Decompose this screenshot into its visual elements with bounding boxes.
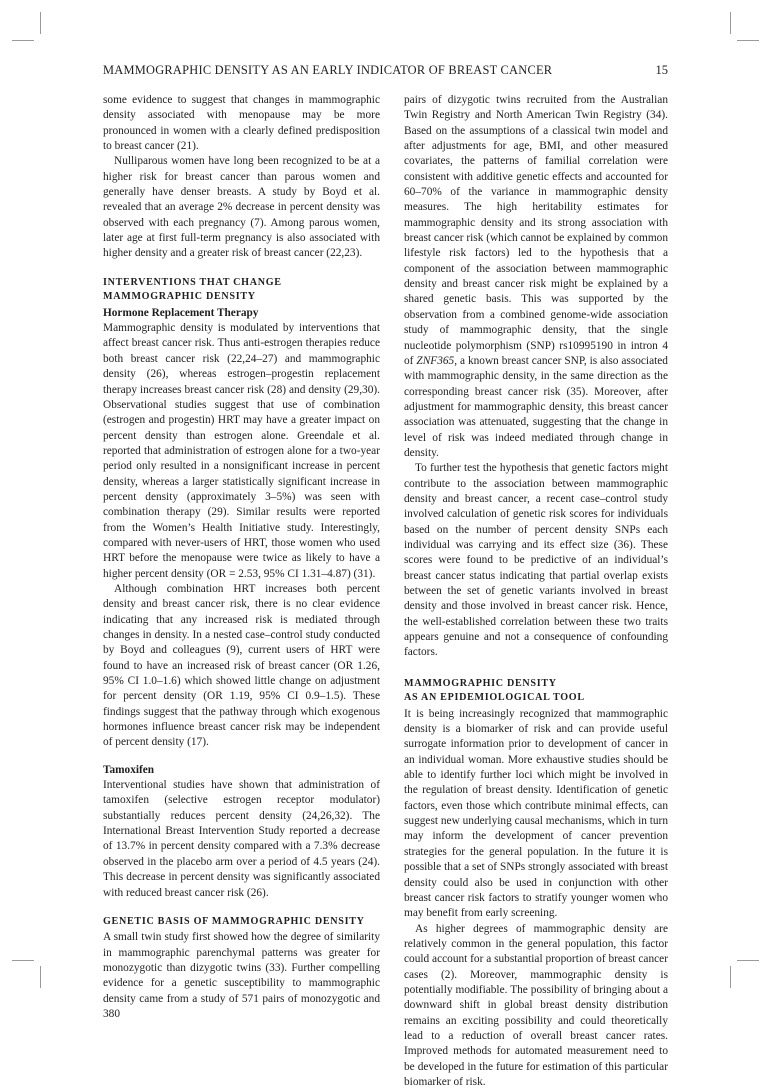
paragraph: Interventional studies have shown that administration of tamoxifen (selective estrogen receptor modulator) substantially reduces percent density (24,26,32). The International Breast Intervention Study reported a decrease of 13.7% in percent density compared with a 7.3% decrease observed in the placebo arm over a period of 4.5 years (24). This decrease in percent density was significantly associated with reduced breast cancer risk (26). — [103, 779, 380, 899]
paragraph: As higher degrees of mammographic density are relatively common in the general population, this factor could account for a substantial proportion of breast cancer cases (2). Moreover, mammographic density is potentially modifiable. The possibility of bringing about a downward shift in global breast density distribution remains an exciting possibility and could theoretically lead to a reduction of overall breast cancer rates. Improved methods for automated measurement need to be developed in the future for estimation of this particular biomarker of risk. — [404, 922, 668, 1088]
text-run: , a known breast cancer SNP, is also associated with mammographic density, in the same direction as the corresponding breast cancer risk (35). Moreover, after adjustment for mammographic density, this breast cancer association was attenuated, suggesting that the change in level of risk was indeed mediated through change in density. — [404, 354, 668, 459]
section-heading-epidemiological-line2: AS AN EPIDEMIOLOGICAL TOOL — [404, 692, 585, 704]
paragraph — [404, 93, 668, 461]
page-number: 15 — [655, 63, 668, 77]
section-heading-genetic: GENETIC BASIS OF MAMMOGRAPHIC DENSITY — [103, 915, 365, 927]
crop-mark — [40, 12, 41, 34]
paragraph: some evidence to suggest that changes in mammographic density associated with menopause may be more pronounced in women with a clearly defined predisposition to breast cancer (21). — [103, 94, 380, 153]
paragraph: Although combination HRT increases both percent density and breast cancer risk, there is no clear evidence indicating that any increased risk is mediated through changes in density. In a nested case–control study conducted by Boyd and colleagues (9), current users of HRT were found to have an increased risk of breast cancer (OR 1.26, 95% CI 1.0–1.6) which showed little change on adjustment for percent density (OR 1.19, 95% CI 0.9–1.5). These findings suggest that the pathway through which exogenous hormones influence breast cancer risk may be independent of percent density (17). — [103, 582, 380, 749]
left-column — [103, 93, 380, 1022]
subsection-heading-hrt: Hormone Replacement Therapy — [103, 306, 259, 319]
crop-mark — [737, 40, 759, 41]
crop-mark — [12, 40, 34, 41]
crop-mark — [730, 966, 731, 988]
section-heading-interventions: INTERVENTIONS THAT CHANGE MAMMOGRAPHIC DENSITY — [103, 276, 282, 303]
paragraph: It is being increasingly recognized that mammographic density is a biomarker of risk and can provide useful surrogate information prior to development of cancer in an individual woman. More exhaustive studies should be able to identify further loci which might be involved in the regulation of breast density. Identification of genetic factors, even those which contribute minimal effects, can suggest new underlying causal mechanisms, which in turn may inform the development of cancer prevention strategies for the general population. In the future it is possible that a set of SNPs strongly associated with breast density could also be used in conjunction with other breast cancer risk factors to stratify younger women who may benefit from early screening. — [404, 707, 669, 920]
crop-mark — [40, 966, 41, 988]
text-run: pairs of dizygotic twins recruited from the Australian Twin Registry and North American Twin Registry (34). Based on the assumptions of a classical twin model and after adjustments for age, BMI, and other measured covariates, the patterns of familial correlation were consistent with additive genetic effects and accounted for 60–70% of the variance in mammographic density measures. The high heritability estimates for mammographic density and its strong association with breast cancer risk (which cannot be explained by common lifestyle risk factors) led to the hypothesis that a component of the association between mammographic density and breast cancer risk might be explained by a shared genetic basis. This was supported by the observation from a combined genome-wide association study of mammographic density, that the single nucleotide polymorphism (SNP) rs10995190 in intron 4 of — [404, 94, 668, 367]
running-title: MAMMOGRAPHIC DENSITY AS AN EARLY INDICATOR OF BREAST CANCER — [103, 63, 553, 77]
paragraph: To further test the hypothesis that genetic factors might contribute to the association between mammographic density and breast cancer, a recent case–control study involved calculation of genetic risk scores for individuals based on the number of percent density SNPs each individual was carrying and its effect size (36). These scores were found to be predictive of an individual’s breast cancer status indicating that partial overlap exists between the set of genetic variants involved in breast density and those involved in breast cancer risk. Hence, the well-established correlation between these two traits appears genuine and not a consequence of confounding factors. — [404, 462, 668, 659]
crop-mark — [12, 960, 34, 961]
paragraph: Nulliparous women have long been recognized to be at a higher risk for breast cancer than parous women and generally have denser breasts. A study by Boyd et al. revealed that an average 2% decrease in percent density was observed with each pregnancy (7). Among parous women, later age at first full-term pregnancy is also associated with higher density and a greater risk of breast cancer (22,23). — [103, 155, 380, 260]
paragraph: Mammographic density is modulated by interventions that affect breast cancer risk. Thus anti-estrogen therapies reduce both breast cancer risk (22,24–27) and mammographic density (26), whereas estrogen–progestin replacement therapy increases breast cancer risk (28) and density (29,30). Observational studies suggest that use of combination (estrogen and progestin) HRT may have a greater impact on percent density than estrogen alone. Greendale et al. reported that administration of estrogen alone for a two-year period only resulted in a nonsignificant increase in percent density, whereas a larger statistically significant increase in percent density (approximately 3–5%) was seen with combination therapy (29). Similar results were reported from the Women’s Health Initiative study. Interestingly, compared with never-users of HRT, those women who used HRT before the menopause were twice as likely to have a higher percent density (OR = 2.53, 95% CI 1.31–4.87) (31). — [103, 322, 380, 580]
crop-mark — [737, 960, 759, 961]
section-heading-epidemiological-line1: MAMMOGRAPHIC DENSITY — [404, 677, 557, 689]
right-column — [404, 93, 668, 1090]
crop-mark — [730, 12, 731, 34]
paragraph: A small twin study first showed how the degree of similarity in mammographic parenchymal patterns was greater for monozygotic than dizygotic twins (33). Further compelling evidence for a genetic susceptibility to mammographic density came from a study of 571 pairs of monozygotic and 380 — [103, 931, 380, 1021]
subsection-heading-tamoxifen: Tamoxifen — [103, 763, 155, 776]
running-head — [103, 63, 668, 81]
gene-name: ZNF365 — [416, 354, 455, 367]
